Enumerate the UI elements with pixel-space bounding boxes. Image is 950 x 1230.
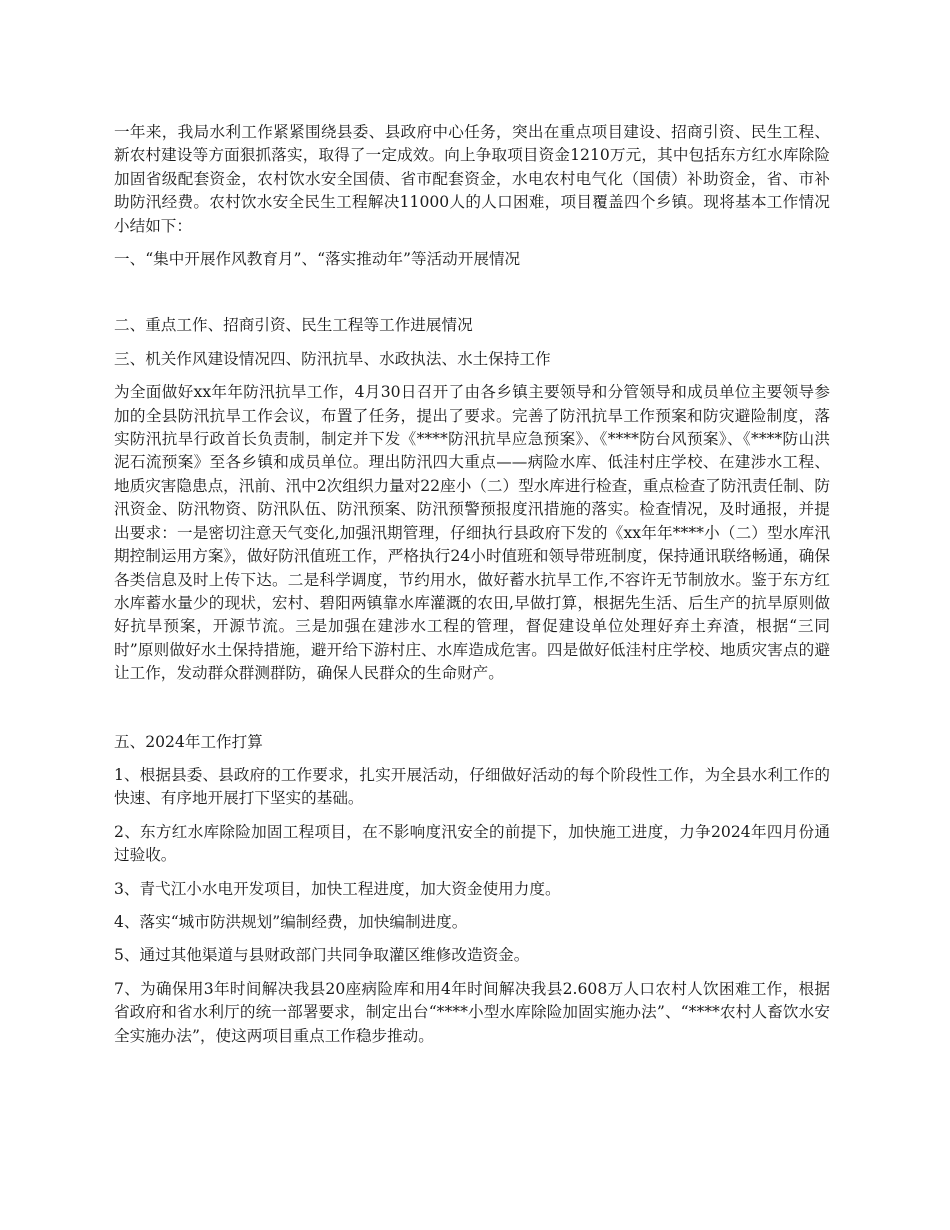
document-body: [114, 121, 830, 1058]
flood-control-paragraph: 为全面做好xx年年防汛抗旱工作，4月30日召开了由各乡镇主要领导和分管领导和成员单位主要领导参加的全县防汛抗旱工作会议，布置了任务，提出了要求。完善了防汛抗旱工作预案和防灾避险制度，落实防汛抗旱行政首长负责制，制定并下发《****防汛抗旱应急预案》、《****防台风预案》、《****防山洪泥石流预案》至各乡镇和成员单位。理出防汛四大重点——病险水库、低洼村庄学校、在建涉水工程、地质灾害隐患点，汛前、汛中2次组织力量对22座小（二）型水库进行检查，重点检查了防汛责任制、防汛资金、防汛物资、防汛队伍、防汛预案、防汛预警预报度汛措施的落实。检查情况，及时通报，并提出要求：一是密切注意天气变化,加强汛期管理，仔细执行县政府下发的《xx年年****小（二）型水库汛期控制运用方案》，做好防汛值班工作，严格执行24小时值班和领导带班制度，保持通讯联络畅通，确保各类信息及时上传下达。二是科学调度，节约用水，做好蓄水抗旱工作,不容许无节制放水。鉴于东方红水库蓄水量少的现状，宏村、碧阳两镇靠水库灌溉的农田,早做打算，根据先生活、后生产的抗旱原则做好抗旱预案，开源节流。三是加强在建涉水工程的管理，督促建设单位处理好弃土弃渣，根据“三同时”原则做好水土保持措施，避开给下游村庄、水库造成危害。四是做好低洼村庄学校、地质灾害点的避让工作，发动群众群测群防，确保人民群众的生命财产。: [114, 383, 830, 683]
plan-item-7: 7、为确保用3年时间解决我县20座病险库和用4年时间解决我县2.608万人口农村人饮困难工作，根据省政府和省水利厅的统一部署要求，制定出台“****小型水库除险加固实施办法”、“****农村人畜饮水安全实施办法”，使这两项目重点工作稳步推动。: [114, 979, 830, 1045]
plan-item-1: 1、根据县委、县政府的工作要求，扎实开展活动，仔细做好活动的每个阶段性工作，为全县水利工作的快速、有序地开展打下坚实的基础。: [114, 765, 830, 808]
plan-item-4: 4、落实“城市防洪规划”编制经费，加快编制进度。: [114, 912, 468, 931]
section-heading-3: 三、机关作风建设情况四、防汛抗旱、水政执法、水土保持工作: [114, 349, 551, 368]
intro-paragraph: 一年来，我局水利工作紧紧围绕县委、县政府中心任务，突出在重点项目建设、招商引资、民生工程、新农村建设等方面狠抓落实，取得了一定成效。向上争取项目资金1210万元，其中包括东方红水库除险加固省级配套资金，农村饮水安全国债、省市配套资金，水电农村电气化（国债）补助资金，省、市补助防汛经费。农村饮水安全民生工程解决11000人的人口困难，项目覆盖四个乡镇。现将基本工作情况小结如下：: [114, 123, 830, 235]
section-heading-2: 二、重点工作、招商引资、民生工程等工作进展情况: [114, 316, 473, 335]
spacer: [114, 281, 830, 314]
section-heading-1: 一、“集中开展作风教育月”、“落实推动年”等活动开展情况: [114, 250, 521, 269]
plan-item-2: 2、东方红水库除险加固工程项目，在不影响度汛安全的前提下，加快施工进度，力争2024年四月份通过验收。: [114, 822, 830, 865]
plan-item-3: 3、青弋江小水电开发项目，加快工程进度，加大资金使用力度。: [114, 879, 561, 898]
section-heading-5: 五、2024年工作打算: [114, 732, 263, 751]
spacer: [114, 696, 830, 731]
plan-item-5: 5、通过其他渠道与县财政部门共同争取灌区维修改造资金。: [114, 946, 530, 965]
